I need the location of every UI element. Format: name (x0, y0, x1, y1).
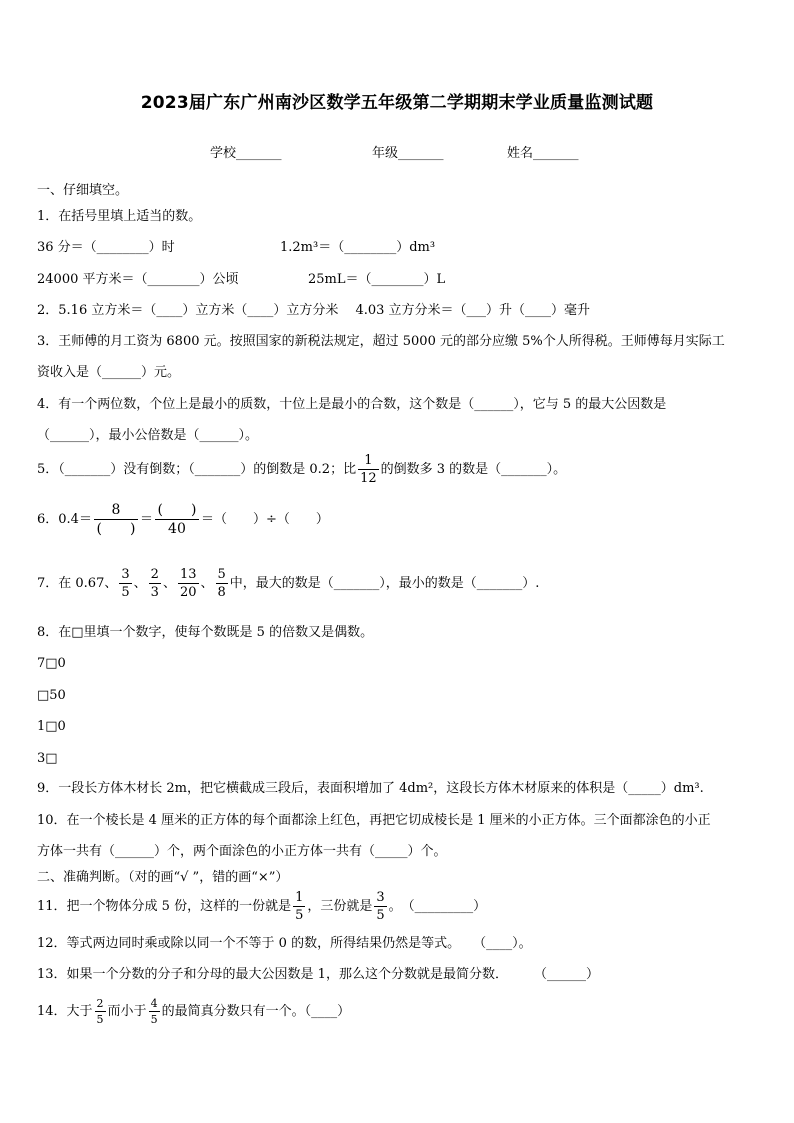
fraction-2 (155, 503, 199, 536)
fraction-2 (149, 568, 161, 599)
fraction-2 (149, 998, 160, 1025)
question-3-line2: 资收入是（______）元。 (37, 365, 181, 380)
fraction-denominator: 8 (217, 585, 226, 600)
question-8-item: 7□0 (37, 656, 66, 671)
question-14-post: 的最简真分数只有一个。（____） (161, 1004, 351, 1019)
question-5-pre: 5．（_______）没有倒数；（_______）的倒数是 0.2；比 (37, 462, 357, 477)
question-1c: 24000 平方米＝（________）公顷 (37, 272, 239, 287)
fraction-numerator: 1 (364, 453, 373, 468)
question-1: 1．在括号里填上适当的数。 (37, 209, 202, 224)
section-1-heading: 一、仔细填空。 (37, 183, 129, 198)
fraction-1 (95, 998, 106, 1025)
fraction-denominator: 40 (155, 519, 199, 536)
page-title: 2023届广东广州南沙区数学五年级第二学期期末学业质量监测试题 (140, 93, 654, 113)
fraction-1 (119, 568, 131, 599)
question-8-item: 3□ (37, 751, 58, 766)
fraction (358, 454, 379, 485)
question-4-line2: （______），最小公倍数是（______）。 (37, 428, 259, 443)
question-7-post: 中，最大的数是（_______），最小的数是（_______）. (229, 576, 540, 591)
separator: 、 (162, 576, 176, 591)
question-11-pre: 11．把一个物体分成 5 份，这样的一份就是 (37, 899, 292, 914)
fraction-denominator: 20 (179, 585, 197, 600)
separator: 、 (200, 576, 214, 591)
fraction-4 (216, 568, 228, 599)
question-5-post: 的倒数多 3 的数是（_______）。 (380, 462, 567, 477)
fraction-numerator: 3 (121, 567, 130, 582)
question-1a: 36 分＝（________）时 (37, 240, 175, 255)
question-6-post: ＝（ ）÷（ ） (200, 512, 329, 527)
question-6-pre: 6．0.4＝ (37, 512, 92, 527)
question-8: 8．在□里填一个数字，使每个数既是 5 的倍数又是偶数。 (37, 625, 374, 640)
fraction-numerator: 1 (295, 890, 304, 905)
question-12: 12．等式两边同时乘或除以同一个不等于 0 的数，所得结果仍然是等式。 （____）。 (37, 936, 532, 951)
question-8-item: □50 (37, 688, 66, 703)
fraction-3 (178, 568, 199, 599)
separator: 、 (133, 576, 147, 591)
question-11-mid: ，三份就是 (307, 899, 373, 914)
question-13: 13．如果一个分数的分子和分母的最大公因数是 1，那么这个分数就是最简分数． （______） (37, 967, 599, 982)
question-10-line2: 方体一共有（______）个，两个面涂色的小正方体一共有（_____）个。 (37, 844, 447, 859)
fraction-1 (94, 503, 138, 536)
fraction-numerator: 8 (111, 502, 121, 518)
fraction-numerator: 4 (150, 997, 158, 1010)
question-14 (37, 995, 764, 1029)
question-11-post: 。 （_________） (388, 899, 487, 914)
question-3-line1: 3．王师傅的月工资为 6800 元。按照国家的新税法规定，超过 5000 元的部分应缴 5%个人所得税。王师傅每月实际工 (37, 334, 725, 349)
fraction-1 (293, 891, 305, 922)
question-14-pre: 14．大于 (37, 1004, 93, 1019)
grade-field: 年级_______ (372, 146, 444, 161)
fraction-denominator: 5 (150, 1013, 158, 1026)
name-field: 姓名_______ (507, 146, 579, 161)
question-5 (37, 453, 764, 487)
question-7 (37, 566, 764, 602)
fraction-numerator: 3 (376, 890, 385, 905)
fraction-numerator: 5 (217, 567, 226, 582)
question-7-pre: 7．在 0.67、 (37, 576, 118, 591)
fraction-numerator: 13 (179, 567, 197, 582)
fraction-numerator: 2 (96, 997, 104, 1010)
fraction-denominator: 5 (376, 908, 385, 923)
question-1b: 1.2m³＝（________）dm³ (280, 240, 436, 255)
question-10-line1: 10．在一个棱长是 4 厘米的正方体的每个面都涂上红色，再把它切成棱长是 1 厘米的小正方体。三个面都涂色的小正 (37, 813, 711, 828)
school-field: 学校_______ (210, 146, 282, 161)
fraction-denominator: 12 (360, 471, 377, 486)
section-2-heading: 二、准确判断。（对的画“√ ”，错的画“×”） (37, 870, 289, 885)
equals-sign: ＝ (139, 512, 153, 527)
question-4-line1: 4．有一个两位数，个位上是最小的质数，十位上是最小的合数，这个数是（______），它与 5 的最大公因数是 (37, 397, 667, 412)
fraction-denominator: ( ) (94, 519, 138, 536)
fraction-denominator: 5 (295, 908, 304, 923)
fraction-2 (374, 891, 386, 922)
fraction-numerator: 2 (150, 567, 159, 582)
question-2: 2．5.16 立方米＝（____）立方米（____）立方分米 4.03 立方分米＝（___）升（____）毫升 (37, 303, 591, 318)
question-6 (37, 498, 764, 542)
question-1d: 25mL＝（________）L (308, 272, 446, 287)
question-11 (37, 889, 764, 925)
question-9: 9．一段长方体木材长 2m，把它横截成三段后，表面积增加了 4dm²，这段长方体木材原来的体积是（_____）dm³. (37, 781, 704, 796)
question-14-mid: 而小于 (107, 1004, 147, 1019)
fraction-numerator: ( ) (157, 502, 197, 518)
question-8-item: 1□0 (37, 719, 66, 734)
fraction-denominator: 5 (121, 585, 130, 600)
fraction-denominator: 5 (96, 1013, 104, 1026)
fraction-denominator: 3 (150, 585, 159, 600)
